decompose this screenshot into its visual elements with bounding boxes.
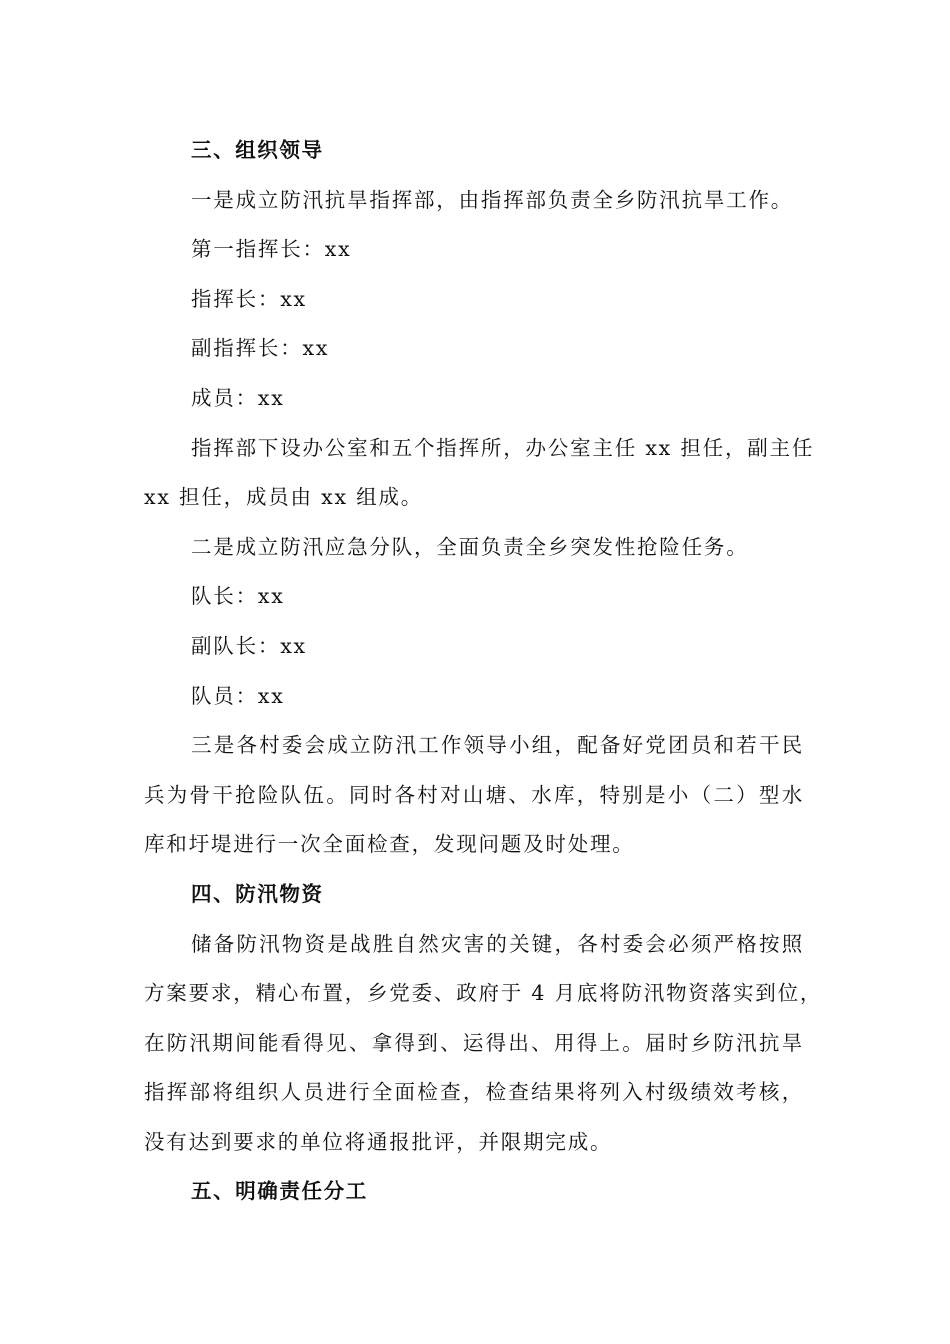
team-leader-line: 队长：xx [191,584,285,609]
team-members-line: 队员：xx [191,683,285,708]
village-paragraph-line-3: 库和圩堤进行一次全面检查，发现问题及时处理。 [144,832,635,857]
supplies-paragraph-line-4: 指挥部将组织人员进行全面检查，检查结果将列入村级绩效考核， [144,1080,804,1105]
first-commander-line: 第一指挥长：xx [191,237,352,262]
section-heading-supplies: 四、防汛物资 [191,881,324,906]
deputy-team-leader-line: 副队长：xx [191,633,307,658]
paragraph-emergency-team: 二是成立防汛应急分队，全面负责全乡突发性抢险任务。 [191,534,749,559]
supplies-paragraph-line-1: 储备防汛物资是战胜自然灾害的关键，各村委会必须严格按照 [191,931,804,956]
office-paragraph-line-1: 指挥部下设办公室和五个指挥所，办公室主任 xx 担任，副主任 [191,435,815,460]
document-body [144,126,823,1217]
commander-line: 指挥长：xx [191,286,307,311]
section-heading-responsibilities: 五、明确责任分工 [191,1179,368,1204]
supplies-paragraph-line-2: 方案要求，精心布置，乡党委、政府于 4 月底将防汛物资落实到位， [144,981,823,1006]
village-paragraph-line-1: 三是各村委会成立防汛工作领导小组，配备好党团员和若干民 [191,733,804,758]
members-line: 成员：xx [191,385,285,410]
paragraph-command-headquarters: 一是成立防汛抗旱指挥部，由指挥部负责全乡防汛抗旱工作。 [191,187,794,212]
deputy-commander-line: 副指挥长：xx [191,336,330,361]
supplies-paragraph-line-5: 没有达到要求的单位将通报批评，并限期完成。 [144,1129,613,1154]
supplies-paragraph-line-3: 在防汛期间能看得见、拿得到、运得出、用得上。届时乡防汛抗旱 [144,1030,804,1055]
section-heading-organization: 三、组织领导 [191,138,324,162]
office-paragraph-line-2: xx 担任，成员由 xx 组成。 [144,485,424,510]
village-paragraph-line-2: 兵为骨干抢险队伍。同时各村对山塘、水库，特别是小（二）型水 [144,782,804,807]
